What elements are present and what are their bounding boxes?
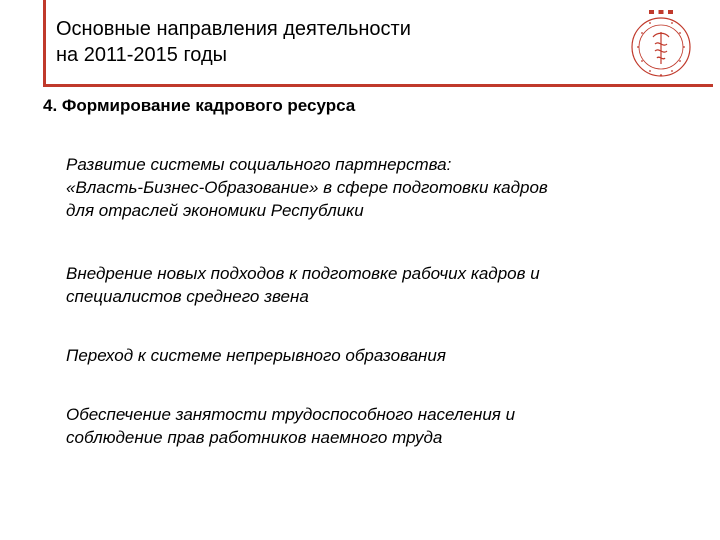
emblem-logo-icon (624, 6, 698, 80)
page-title-line-1: Основные направления деятельности (56, 18, 411, 40)
title-divider (43, 84, 713, 87)
page-title-line-2: на 2011-2015 годы (56, 44, 228, 66)
list-item (66, 403, 706, 449)
section-heading: 4. Формирование кадрового ресурса (43, 96, 356, 115)
list-item-line: Внедрение новых подходов к подготовке рабочих кадров и (66, 264, 540, 283)
list-item-line: для отраслей экономики Республики (66, 201, 364, 220)
list-item-line: Переход к системе непрерывного образования (66, 346, 446, 365)
page-title (56, 16, 596, 68)
list-item-line: Развитие системы социального партнерства: (66, 155, 452, 174)
list-item-line: «Власть-Бизнес-Образование» в сфере подготовки кадров (66, 178, 548, 197)
title-accent-bar (43, 0, 46, 84)
list-item-line: соблюдение прав работников наемного труда (66, 428, 443, 447)
list-item-line: Обеспечение занятости трудоспособного населения и (66, 405, 516, 424)
list-item (66, 344, 706, 367)
list-item-line: специалистов среднего звена (66, 287, 309, 306)
list-item (66, 153, 706, 222)
list-item (66, 262, 706, 308)
